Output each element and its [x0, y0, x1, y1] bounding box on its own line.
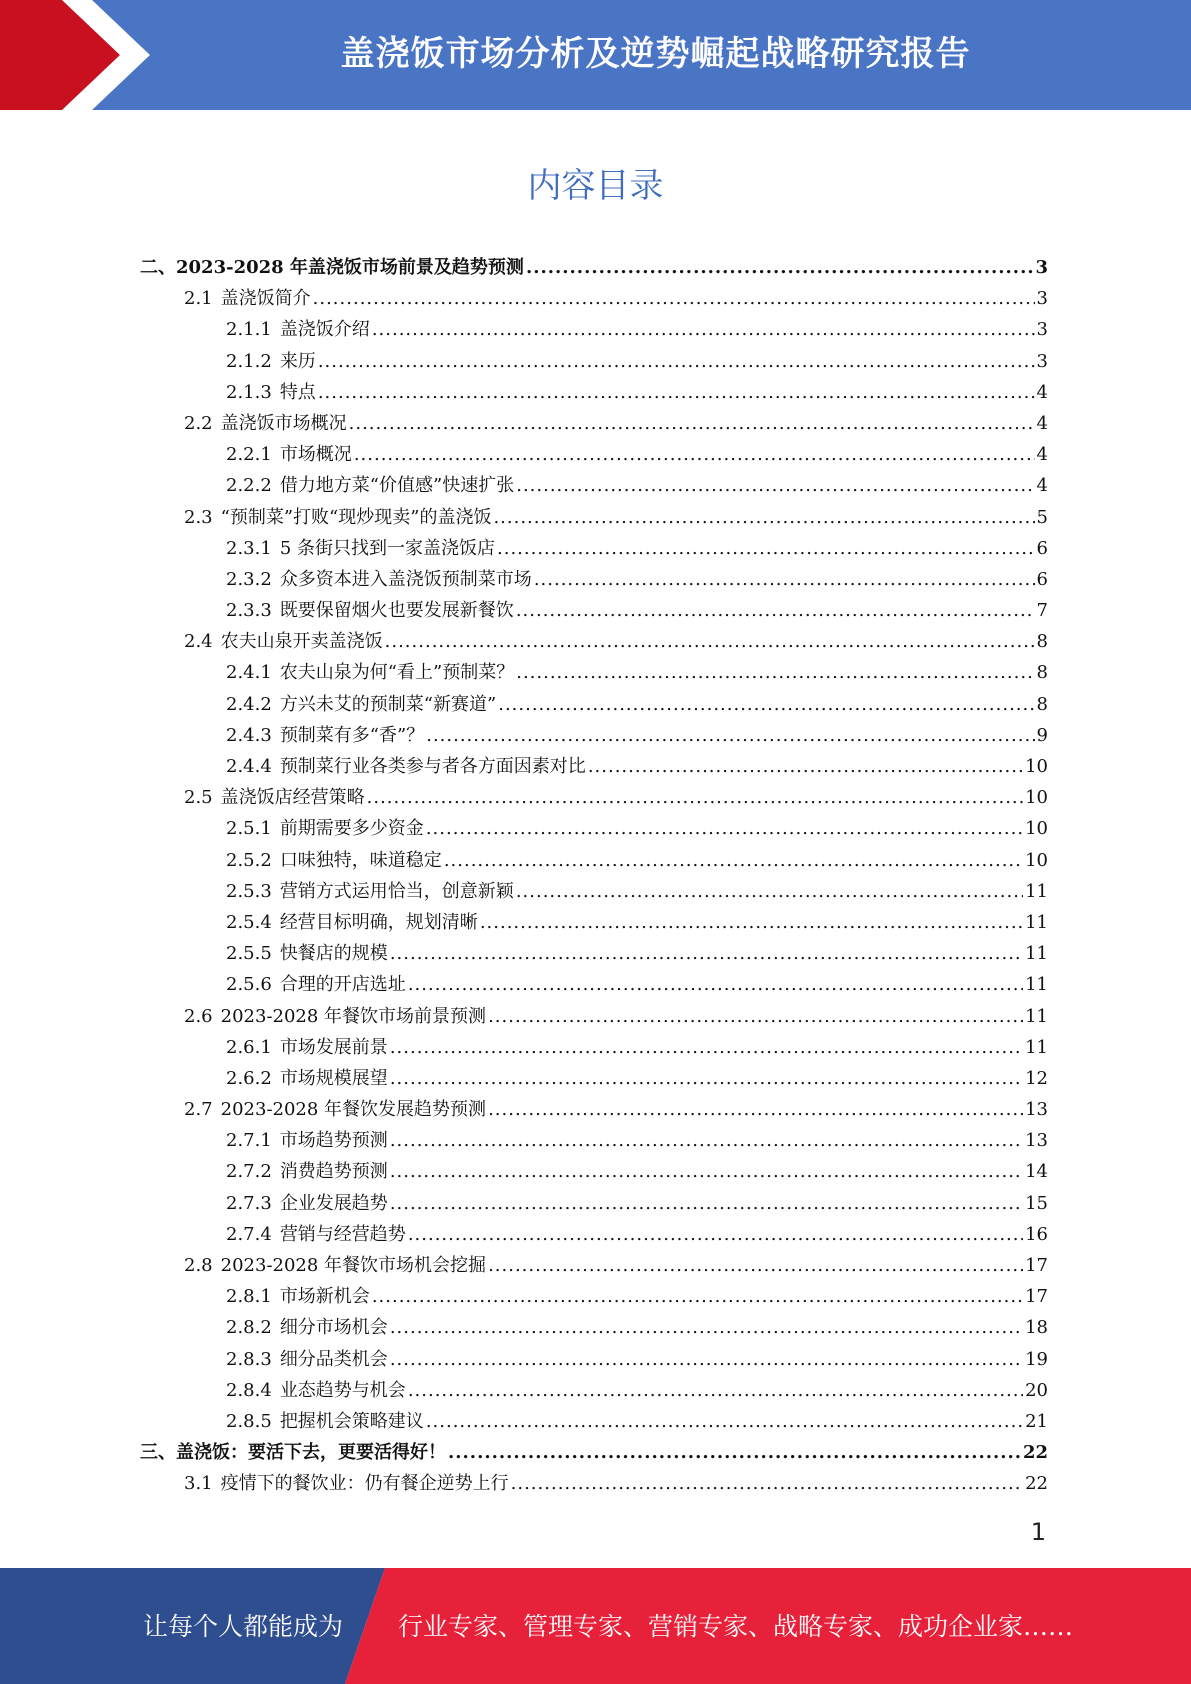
toc-dot-leader	[516, 600, 1035, 621]
toc-entry[interactable]	[140, 846, 1048, 877]
toc-entry-number: 2.6.1	[226, 1036, 272, 1058]
toc-entry-page: 6	[1036, 537, 1048, 559]
toc-dot-leader	[493, 507, 1034, 528]
toc-entry-number: 2.6.2	[226, 1067, 272, 1089]
toc-entry-title: 2023-2028 年餐饮发展趋势预测	[220, 1099, 487, 1121]
toc-entry-number: 2.3	[184, 506, 213, 528]
toc-entry-title: 快餐店的规模	[279, 943, 388, 965]
toc-entry-number: 三、	[140, 1442, 176, 1464]
toc-entry-number: 2.7.1	[226, 1130, 272, 1152]
toc-entry-number: 2.7.2	[226, 1161, 272, 1183]
toc-entry[interactable]	[140, 658, 1048, 689]
toc-entry-title: 口味独特，味道稳定	[279, 849, 442, 871]
toc-entry-title: 2023-2028 年餐饮市场前景预测	[220, 1005, 487, 1027]
toc-dot-leader	[390, 1130, 1023, 1151]
toc-entry-number: 2.5.2	[226, 849, 272, 871]
toc-entry[interactable]	[140, 1376, 1048, 1407]
toc-entry-title: 经营目标明确，规划清晰	[279, 911, 478, 933]
toc-dot-leader	[498, 694, 1034, 715]
toc-entry-number: 2.5.1	[226, 818, 272, 840]
page-number: 1	[1030, 1518, 1046, 1546]
toc-entry-page: 8	[1036, 662, 1048, 684]
toc-entry-number: 2.2	[184, 412, 213, 434]
toc-entry[interactable]	[140, 565, 1048, 596]
toc-entry-title: 盖浇饭简介	[220, 288, 311, 310]
toc-entry[interactable]	[140, 347, 1048, 378]
toc-entry[interactable]	[140, 1189, 1048, 1220]
toc-entry-number: 2.8	[184, 1255, 213, 1276]
toc-dot-leader	[367, 787, 1023, 808]
toc-entry-page: 5	[1036, 506, 1048, 528]
toc-entry-page: 13	[1025, 1130, 1048, 1152]
toc-dot-leader	[426, 818, 1023, 839]
toc-entry-page: 7	[1036, 600, 1048, 622]
toc-entry[interactable]	[140, 440, 1048, 471]
toc-dot-leader	[318, 382, 1035, 403]
toc-entry-number: 2.5.6	[226, 974, 272, 996]
toc-entry-page: 22	[1025, 1473, 1048, 1495]
toc-entry-title: “预制菜”打败“现炒现卖”的盖浇饭	[220, 506, 492, 528]
toc-entry-page: 19	[1025, 1348, 1048, 1370]
toc-dot-leader	[390, 1349, 1023, 1370]
toc-dot-leader	[488, 1006, 1023, 1027]
toc-entry[interactable]	[140, 534, 1048, 565]
toc-dot-leader	[426, 725, 1034, 746]
toc-dot-leader	[349, 413, 1035, 434]
toc-dot-leader	[516, 475, 1034, 496]
toc-dot-leader	[390, 1037, 1023, 1058]
toc-entry[interactable]	[140, 1282, 1048, 1313]
toc-entry[interactable]	[140, 1345, 1048, 1376]
table-of-contents	[140, 253, 1048, 1501]
toc-entry-title: 营销与经营趋势	[279, 1223, 406, 1245]
toc-entry[interactable]	[140, 1220, 1048, 1251]
toc-entry-number: 3.1	[184, 1473, 213, 1495]
toc-dot-leader	[534, 569, 1035, 590]
toc-dot-leader	[516, 662, 1034, 683]
toc-entry-page: 4	[1036, 381, 1048, 403]
toc-entry-page: 10	[1025, 849, 1048, 871]
toc-dot-leader	[588, 756, 1023, 777]
toc-dot-leader	[408, 1380, 1023, 1401]
toc-entry-title: 细分品类机会	[279, 1348, 388, 1370]
toc-entry-number: 2.3.2	[226, 568, 272, 590]
toc-entry[interactable]	[140, 1126, 1048, 1157]
toc-entry-title: 农夫山泉为何“看上”预制菜？	[279, 662, 515, 684]
toc-entry-title: 方兴未艾的预制菜“新赛道”	[279, 693, 497, 715]
toc-entry-page: 11	[1025, 1036, 1048, 1058]
toc-dot-leader	[354, 444, 1035, 465]
toc-entry-title: 众多资本进入盖浇饭预制菜市场	[279, 568, 532, 590]
toc-entry-page: 10	[1025, 818, 1048, 840]
toc-entry[interactable]	[140, 690, 1048, 721]
toc-entry[interactable]	[140, 596, 1048, 627]
toc-dot-leader	[390, 943, 1023, 964]
toc-entry-title: 既要保留烟火也要发展新餐饮	[279, 600, 514, 622]
toc-entry-page: 8	[1036, 631, 1048, 653]
footer-slogan-right: 行业专家、管理专家、营销专家、战略专家、成功企业家……	[398, 1612, 1074, 1641]
toc-dot-leader	[390, 1317, 1023, 1338]
toc-entry-title: 农夫山泉开卖盖浇饭	[220, 631, 383, 653]
toc-entry-number: 2.4.3	[226, 724, 272, 746]
toc-entry-page: 8	[1036, 693, 1048, 715]
footer-slogan-left: 让每个人都能成为	[143, 1612, 344, 1641]
toc-entry-number: 二、	[140, 257, 176, 278]
toc-entry-page: 17	[1025, 1286, 1048, 1308]
toc-entry-title: 营销方式运用恰当，创意新颖	[279, 880, 514, 902]
toc-entry-page: 14	[1025, 1161, 1048, 1183]
toc-entry[interactable]	[140, 1095, 1048, 1126]
toc-entry[interactable]	[140, 1407, 1048, 1438]
toc-entry-page: 3	[1035, 257, 1048, 278]
toc-dot-leader	[372, 319, 1035, 340]
toc-entry-number: 2.3.3	[226, 600, 272, 622]
toc-entry-title: 市场概况	[279, 444, 352, 466]
toc-entry-title: 市场趋势预测	[279, 1130, 388, 1152]
toc-dot-leader	[448, 1442, 1021, 1463]
toc-entry-number: 2.6	[184, 1005, 213, 1027]
toc-entry-title: 5 条街只找到一家盖浇饭店	[279, 537, 495, 559]
toc-entry-number: 2.1.1	[226, 319, 272, 341]
toc-entry-page: 10	[1025, 787, 1048, 809]
toc-entry[interactable]	[140, 409, 1048, 440]
header-chevron-icon	[0, 0, 160, 110]
toc-entry-number: 2.4.1	[226, 662, 272, 684]
toc-entry-page: 9	[1036, 724, 1048, 746]
toc-entry-number: 2.7	[184, 1099, 213, 1121]
toc-entry[interactable]	[140, 877, 1048, 908]
toc-dot-leader	[497, 538, 1035, 559]
toc-dot-leader	[390, 1161, 1023, 1182]
toc-entry-title: 2023-2028 年餐饮市场机会挖掘	[220, 1255, 487, 1276]
toc-entry-title: 企业发展趋势	[279, 1192, 388, 1214]
toc-entry[interactable]	[140, 1469, 1048, 1500]
toc-entry-title: 预制菜行业各类参与者各方面因素对比	[279, 756, 586, 777]
toc-entry-number: 2.8.5	[226, 1410, 272, 1432]
toc-entry[interactable]	[140, 378, 1048, 409]
toc-entry-page: 4	[1036, 444, 1048, 466]
toc-entry-page: 10	[1025, 756, 1048, 777]
toc-dot-leader	[488, 1099, 1023, 1120]
toc-entry-title: 疫情下的餐饮业：仍有餐企逆势上行	[220, 1473, 509, 1495]
toc-entry[interactable]	[140, 939, 1048, 970]
toc-entry-title: 业态趋势与机会	[279, 1379, 406, 1401]
toc-entry-number: 2.7.4	[226, 1223, 272, 1245]
toc-entry-title: 预制菜有多“香”？	[279, 724, 425, 746]
toc-entry-page: 11	[1025, 911, 1048, 933]
toc-entry-page: 4	[1036, 475, 1048, 497]
toc-entry-page: 12	[1025, 1067, 1048, 1089]
toc-entry[interactable]	[140, 721, 1048, 752]
toc-entry-number: 2.3.1	[226, 537, 272, 559]
toc-entry[interactable]	[140, 503, 1048, 534]
toc-entry[interactable]	[140, 752, 1048, 783]
toc-entry-page: 11	[1025, 880, 1048, 902]
toc-entry-page: 6	[1036, 568, 1048, 590]
toc-entry-number: 2.4.4	[226, 756, 272, 777]
toc-dot-leader	[426, 1411, 1023, 1432]
toc-entry[interactable]	[140, 253, 1048, 284]
toc-entry[interactable]	[140, 627, 1048, 658]
header-banner	[0, 0, 1191, 110]
toc-entry-title: 市场新机会	[279, 1286, 370, 1308]
toc-entry-number: 2.8.2	[226, 1317, 272, 1339]
toc-entry[interactable]	[140, 1251, 1048, 1282]
toc-entry-title: 盖浇饭店经营策略	[220, 787, 365, 809]
toc-entry-page: 3	[1036, 319, 1048, 341]
toc-dot-leader	[480, 912, 1023, 933]
toc-entry[interactable]	[140, 1002, 1048, 1033]
toc-dot-leader	[385, 631, 1035, 652]
toc-entry-page: 11	[1025, 943, 1048, 965]
toc-entry-page: 15	[1025, 1192, 1048, 1214]
toc-entry-page: 13	[1025, 1099, 1048, 1121]
toc-entry[interactable]	[140, 1064, 1048, 1095]
toc-entry-number: 2.5.4	[226, 911, 272, 933]
toc-dot-leader	[526, 257, 1034, 278]
toc-entry-title: 消费趋势预测	[279, 1161, 388, 1183]
toc-entry-title: 把握机会策略建议	[279, 1410, 424, 1432]
toc-entry-title: 2023-2028 年盖浇饭市场前景及趋势预测	[176, 257, 524, 278]
toc-entry[interactable]	[140, 1313, 1048, 1344]
toc-dot-leader	[516, 881, 1023, 902]
toc-entry-number: 2.4	[184, 631, 213, 653]
toc-dot-leader	[390, 1068, 1023, 1089]
toc-entry-page: 11	[1025, 974, 1048, 996]
toc-entry-title: 盖浇饭：要活下去，更要活得好！	[176, 1442, 446, 1464]
toc-entry-title: 前期需要多少资金	[279, 818, 424, 840]
toc-entry-number: 2.2.1	[226, 444, 272, 466]
toc-entry-page: 3	[1036, 350, 1048, 372]
toc-dot-leader	[511, 1473, 1023, 1494]
toc-entry-title: 盖浇饭介绍	[279, 319, 370, 341]
toc-dot-leader	[313, 288, 1035, 309]
toc-entry[interactable]	[140, 1438, 1048, 1469]
toc-entry-number: 2.8.1	[226, 1286, 272, 1308]
toc-entry[interactable]	[140, 814, 1048, 845]
toc-entry-title: 来历	[279, 350, 316, 372]
footer-banner	[0, 1568, 1191, 1684]
toc-dot-leader	[488, 1255, 1023, 1276]
toc-entry-page: 17	[1025, 1255, 1048, 1276]
toc-entry-number: 2.4.2	[226, 693, 272, 715]
toc-entry-title: 合理的开店选址	[279, 974, 406, 996]
toc-entry[interactable]	[140, 1157, 1048, 1188]
toc-entry-number: 2.7.3	[226, 1192, 272, 1214]
toc-entry-page: 20	[1025, 1379, 1048, 1401]
toc-heading: 内容目录	[527, 166, 664, 206]
toc-dot-leader	[408, 1224, 1023, 1245]
toc-dot-leader	[408, 974, 1023, 995]
toc-entry[interactable]	[140, 783, 1048, 814]
toc-entry[interactable]	[140, 1033, 1048, 1064]
toc-dot-leader	[372, 1286, 1023, 1307]
toc-entry-page: 18	[1025, 1317, 1048, 1339]
toc-entry[interactable]	[140, 284, 1048, 315]
toc-entry-page: 4	[1036, 412, 1048, 434]
toc-entry-number: 2.8.4	[226, 1379, 272, 1401]
toc-entry-number: 2.2.2	[226, 475, 272, 497]
toc-entry-title: 市场规模展望	[279, 1067, 388, 1089]
toc-entry[interactable]	[140, 471, 1048, 502]
toc-entry-page: 21	[1025, 1410, 1048, 1432]
toc-dot-leader	[444, 850, 1023, 871]
toc-entry-title: 特点	[279, 381, 316, 403]
toc-entry-number: 2.5	[184, 787, 213, 809]
toc-entry-number: 2.1.2	[226, 350, 272, 372]
toc-entry-page: 22	[1022, 1442, 1048, 1464]
toc-entry-title: 市场发展前景	[279, 1036, 388, 1058]
toc-entry-title: 盖浇饭市场概况	[220, 412, 347, 434]
toc-entry-title: 借力地方菜“价值感”快速扩张	[279, 475, 515, 497]
toc-entry[interactable]	[140, 315, 1048, 346]
toc-dot-leader	[390, 1193, 1023, 1214]
toc-entry[interactable]	[140, 908, 1048, 939]
toc-entry-page: 3	[1036, 288, 1048, 310]
report-title: 盖浇饭市场分析及逆势崛起战略研究报告	[340, 34, 971, 74]
toc-entry-number: 2.8.3	[226, 1348, 272, 1370]
toc-entry-title: 细分市场机会	[279, 1317, 388, 1339]
toc-entry-number: 2.1	[184, 288, 213, 310]
toc-entry-number: 2.1.3	[226, 381, 272, 403]
toc-entry[interactable]	[140, 970, 1048, 1001]
toc-dot-leader	[318, 351, 1035, 372]
toc-entry-number: 2.5.5	[226, 943, 272, 965]
toc-entry-page: 11	[1025, 1005, 1048, 1027]
toc-entry-page: 16	[1025, 1223, 1048, 1245]
toc-entry-number: 2.5.3	[226, 880, 272, 902]
